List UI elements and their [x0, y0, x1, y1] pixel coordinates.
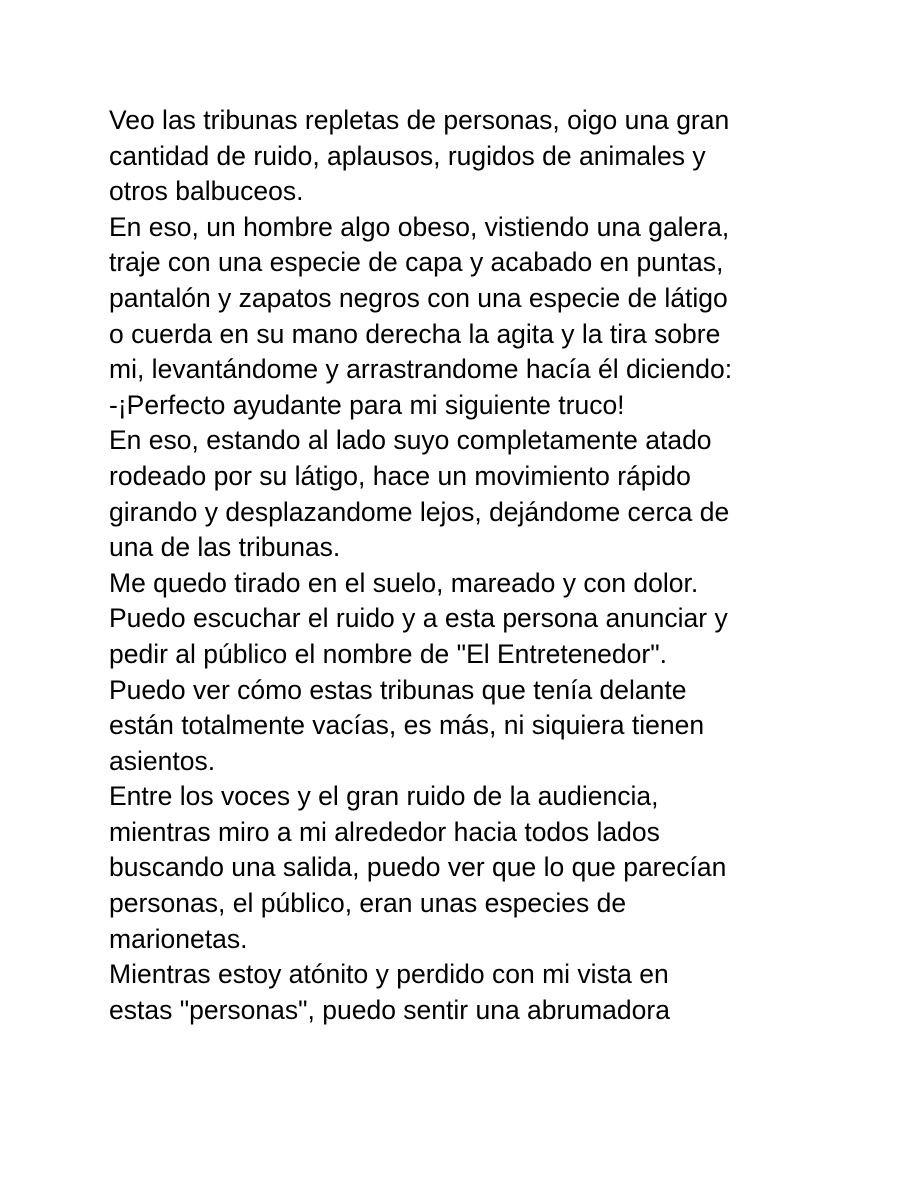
- text-line: Entre los voces y el gran ruido de la audiencia,: [109, 781, 659, 812]
- text-line: estas "personas", puedo sentir una abrumadora: [109, 994, 670, 1025]
- text-line: En eso, estando al lado suyo completamente atado: [109, 425, 712, 456]
- text-line: Puedo escuchar el ruido y a esta persona anunciar y: [109, 603, 728, 634]
- story-text: [109, 103, 829, 1028]
- text-line: personas, el público, eran unas especies de: [109, 888, 627, 919]
- text-line: Veo las tribunas repletas de personas, oigo una gran: [109, 105, 730, 135]
- text-line: pantalón y zapatos negros con una especie de látigo: [109, 282, 728, 313]
- text-line: Puedo ver cómo estas tribunas que tenía delante: [109, 674, 687, 705]
- text-line: -¡Perfecto ayudante para mi siguiente truco!: [109, 389, 625, 420]
- text-line: mi, levantándome y arrastrandome hacía él diciendo:: [109, 354, 733, 385]
- text-line: Me quedo tirado en el suelo, mareado y con dolor.: [109, 567, 699, 598]
- text-line: otros balbuceos.: [109, 176, 304, 207]
- text-line: traje con una especie de capa y acabado en puntas,: [109, 247, 724, 278]
- text-line: Mientras estoy atónito y perdido con mi vista en: [109, 959, 669, 990]
- text-line: pedir al público el nombre de "El Entretenedor".: [109, 638, 667, 669]
- text-line: rodeado por su látigo, hace un movimiento rápido: [109, 460, 691, 491]
- text-line: mientras miro a mi alrededor hacia todos lados: [109, 816, 660, 847]
- text-line: asientos.: [109, 745, 216, 776]
- text-line: una de las tribunas.: [109, 532, 341, 563]
- text-line: En eso, un hombre algo obeso, vistiendo una galera,: [109, 211, 730, 242]
- text-line: girando y desplazandome lejos, dejándome cerca de: [109, 496, 730, 527]
- text-line: están totalmente vacías, es más, ni siquiera tienen: [109, 710, 705, 741]
- text-line: cantidad de ruido, aplausos, rugidos de animales y: [109, 140, 706, 171]
- text-line: o cuerda en su mano derecha la agita y la tira sobre: [109, 318, 721, 349]
- text-line: marionetas.: [109, 923, 248, 954]
- text-line: buscando una salida, puedo ver que lo que parecían: [109, 852, 727, 883]
